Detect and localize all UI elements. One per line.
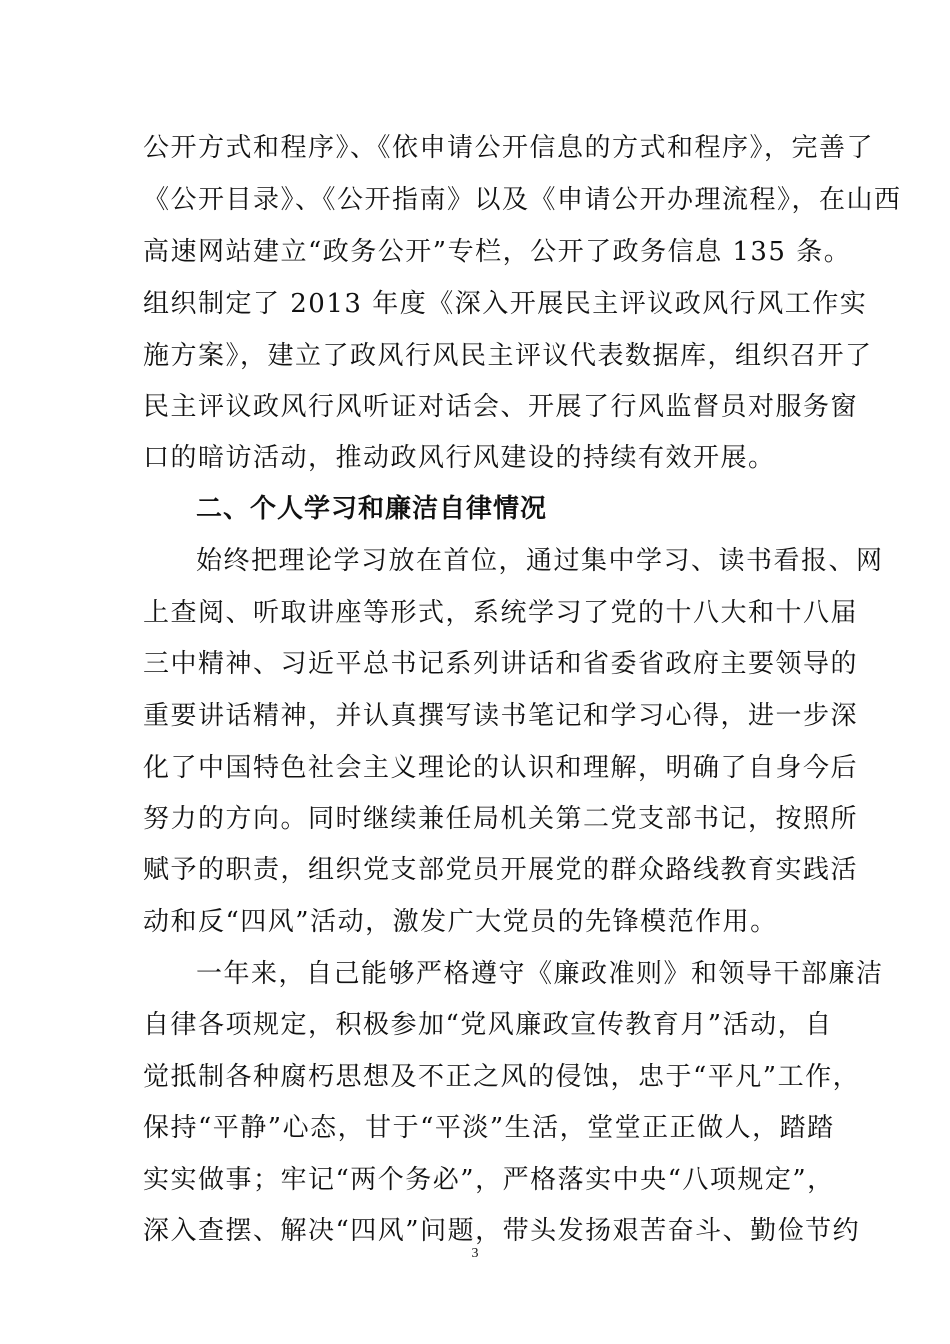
- text-line-11: 三中精神、习近平总书记系列讲话和省委省政府主要领导的: [143, 649, 859, 679]
- text-line-9: 始终把理论学习放在首位，通过集中学习、读书看报、网: [196, 546, 884, 576]
- text-line-18: 自律各项规定，积极参加“党风廉政宣传教育月”活动，自: [143, 1010, 833, 1040]
- page-number: 3: [471, 1246, 479, 1261]
- text-line-3: 高速网站建立“政务公开”专栏，公开了政务信息 135 条。: [143, 237, 852, 267]
- text-line-10: 上查阅、听取讲座等形式，系统学习了党的十八大和十八届: [143, 598, 859, 628]
- text-line-12: 重要讲话精神，并认真撰写读书笔记和学习心得，进一步深: [143, 701, 859, 731]
- text-line-5: 施方案》，建立了政风行风民主评议代表数据库，组织召开了: [143, 341, 873, 371]
- text-line-4: 组织制定了 2013 年度《深入开展民主评议政风行风工作实: [143, 289, 868, 319]
- text-line-2: 《公开目录》、《公开指南》以及《申请公开办理流程》，在山西: [143, 185, 902, 215]
- text-line-13: 化了中国特色社会主义理论的认识和理解，明确了自身今后: [143, 753, 859, 783]
- text-line-7: 口的暗访活动，推动政风行风建设的持续有效开展。: [143, 443, 776, 473]
- text-line-14: 努力的方向。同时继续兼任局机关第二党支部书记，按照所: [143, 804, 859, 834]
- text-line-19: 觉抵制各种腐朽思想及不正之风的侵蚀，忠于“平凡”工作，: [143, 1062, 861, 1092]
- text-line-17: 一年来，自己能够严格遵守《廉政准则》和领导干部廉洁: [196, 959, 884, 989]
- text-line-20: 保持“平静”心态，甘于“平淡”生活，堂堂正正做人，踏踏: [143, 1113, 835, 1143]
- text-line-15: 赋予的职责，组织党支部党员开展党的群众路线教育实践活: [143, 855, 859, 885]
- text-line-21: 实实做事；牢记“两个务必”，严格落实中央“八项规定”，: [143, 1165, 835, 1195]
- text-line-6: 民主评议政风行风听证对话会、开展了行风监督员对服务窗: [143, 392, 859, 422]
- text-line-16: 动和反“四风”活动，激发广大党员的先锋模范作用。: [143, 907, 778, 937]
- text-line-1: 公开方式和程序》、《依申请公开信息的方式和程序》，完善了: [143, 133, 875, 163]
- text-line-22: 深入查摆、解决“四风”问题，带头发扬艰苦奋斗、勤俭节约: [143, 1216, 861, 1246]
- section-heading: 二、个人学习和廉洁自律情况: [196, 494, 548, 524]
